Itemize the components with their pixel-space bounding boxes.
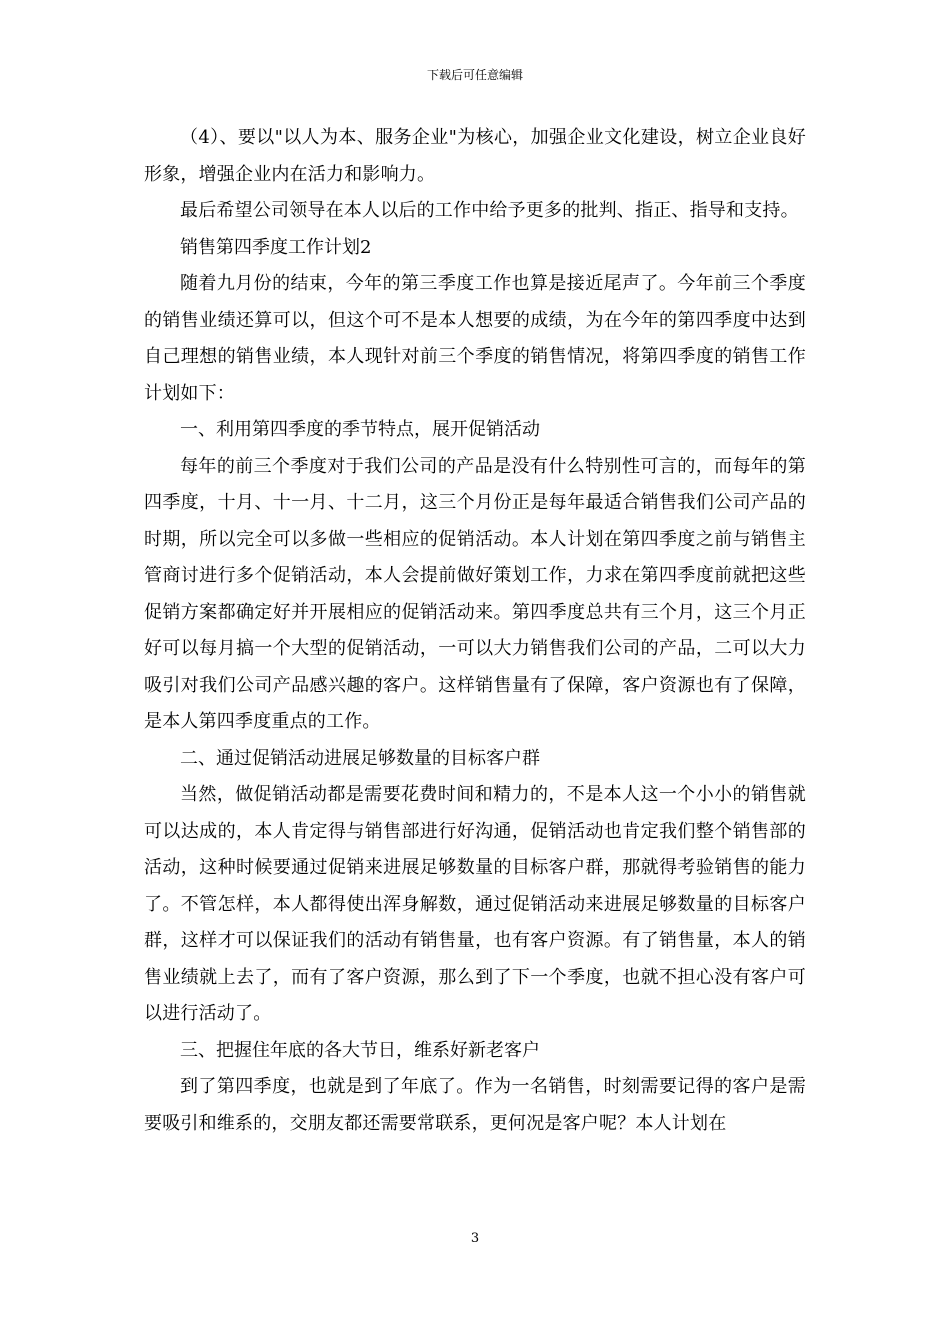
heading-point-2: 二、通过促销活动进展足够数量的目标客户群: [180, 747, 540, 769]
page-number: 3: [470, 1231, 480, 1246]
document-body: [144, 120, 806, 1142]
paragraph-point-3: 到了第四季度，也就是到了年底了。作为一名销售，时刻需要记得的客户是需要吸引和维系的，交朋友都还需要常联系，更何况是客户呢？本人计划在: [144, 1076, 806, 1134]
paragraph-point-2: 当然，做促销活动都是需要花费时间和精力的，不是本人这一个小小的销售就可以达成的，本人肯定得与销售部进行好沟通，促销活动也肯定我们整个销售部的活动，这种时候要通过促销来进展足够数量的目标客户群，那就得考验销售的能力了。不管怎样，本人都得使出浑身解数，通过促销活动来进展足够数量的目标客户群，这样才可以保证我们的活动有销售量，也有客户资源。有了销售量，本人的销售业绩就上去了，而有了客户资源，那么到了下一个季度，也就不担心没有客户可以进行活动了。: [144, 784, 806, 1024]
heading-point-3: 三、把握住年底的各大节日，维系好新老客户: [180, 1039, 540, 1061]
paragraph-closing-wish: 最后希望公司领导在本人以后的工作中给予更多的批判、指正、指导和支持。: [180, 200, 799, 221]
section-title-plan-2: 销售第四季度工作计划2: [180, 236, 372, 258]
heading-point-1: 一、利用第四季度的季节特点，展开促销活动: [180, 419, 540, 440]
page-header: 下载后可任意编辑: [426, 68, 523, 82]
paragraph-enterprise-culture: （4）、要以"以人为本、服务企业"为核心，加强企业文化建设，树立企业良好形象，增强企业内在活力和影响力。: [144, 127, 806, 185]
paragraph-point-1: 每年的前三个季度对于我们公司的产品是没有什么特别性可言的，而每年的第四季度，十月、十一月、十二月，这三个月份正是每年最适合销售我们公司产品的时期，所以完全可以多做一些相应的促销活动。本人计划在第四季度之前与销售主管商讨进行多个促销活动，本人会提前做好策划工作，力求在第四季度前就把这些促销方案都确定好并开展相应的促销活动来。第四季度总共有三个月，这三个月正好可以每月搞一个大型的促销活动，一可以大力销售我们公司的产品，二可以大力吸引对我们公司产品感兴趣的客户。这样销售量有了保障，客户资源也有了保障，是本人第四季度重点的工作。: [144, 455, 806, 732]
paragraph-introduction: 随着九月份的结束，今年的第三季度工作也算是接近尾声了。今年前三个季度的销售业绩还算可以，但这个可不是本人想要的成绩，为在今年的第四季度中达到自己理想的销售业绩，本人现针对前三个季度的销售情况，将第四季度的销售工作计划如下：: [144, 273, 806, 404]
